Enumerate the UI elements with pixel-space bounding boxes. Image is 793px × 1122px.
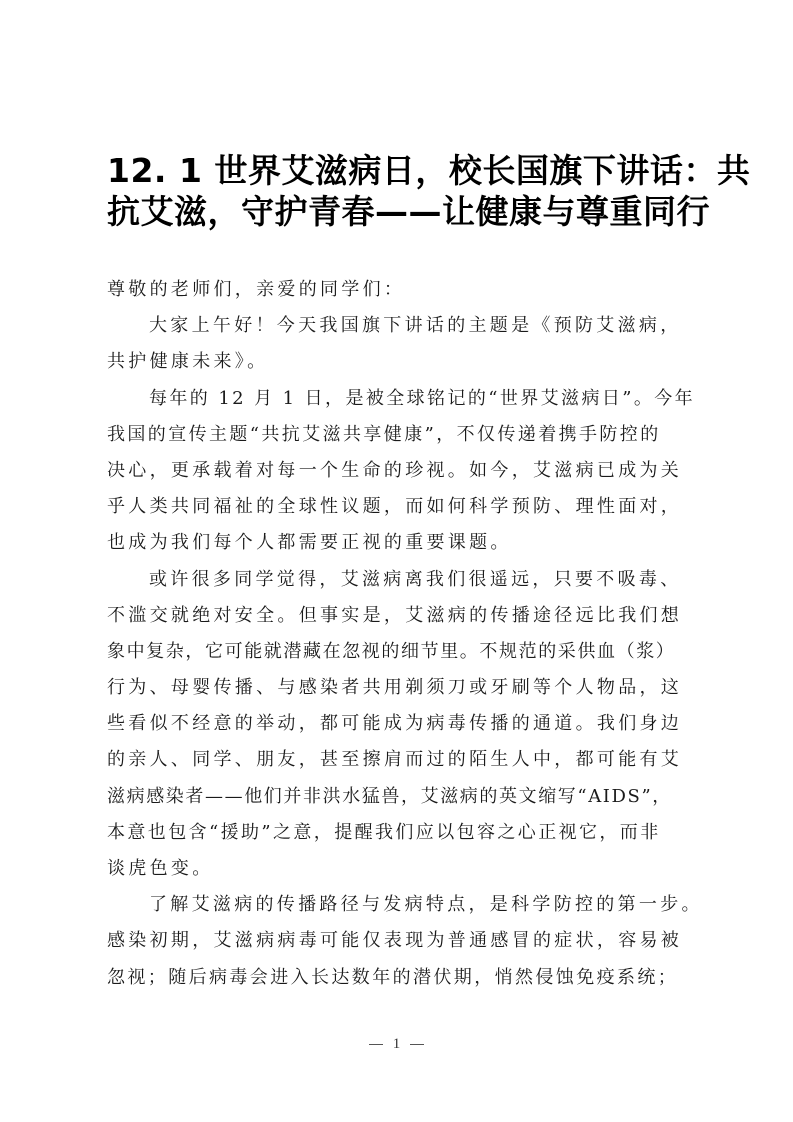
- paragraph-4-line: 了解艾滋病的传播路径与发病特点，是科学防控的第一步。: [149, 894, 703, 916]
- document-title: [107, 150, 751, 232]
- paragraph-3-line: 本意也包含“援助”之意，提醒我们应以包容之心正视它，而非: [107, 821, 661, 843]
- paragraph-3-line: 些看似不经意的举动，都可能成为病毒传播的通道。我们身边: [107, 713, 683, 735]
- paragraph-2-line: 每年的 12 月 1 日，是被全球铭记的“世界艾滋病日”。今年: [149, 387, 696, 409]
- paragraph-3-line: 不滥交就绝对安全。但事实是，艾滋病的传播途径远比我们想: [107, 604, 683, 626]
- paragraph-3-line: 的亲人、同学、朋友，甚至擦肩而过的陌生人中，都可能有艾: [107, 749, 683, 771]
- paragraph-2-line: 我国的宣传主题“共抗艾滋共享健康”，不仅传递着携手防控的: [107, 423, 661, 445]
- speech-body: [107, 272, 703, 996]
- paragraph-2-line: 乎人类共同福祉的全球性议题，而如何科学预防、理性面对，: [107, 496, 683, 518]
- paragraph-1-line: 共护健康未来》。: [107, 351, 269, 373]
- title-line-1: 12. 1 世界艾滋病日，校长国旗下讲话：共: [107, 151, 751, 190]
- paragraph-3-line: 行为、母婴传播、与感染者共用剃须刀或牙刷等个人物品，这: [107, 677, 683, 699]
- footer-dash-right: [410, 1044, 424, 1045]
- paragraph-4-line: 忽视；随后病毒会进入长达数年的潜伏期，悄然侵蚀免疫系统；: [107, 966, 679, 988]
- paragraph-3-line: 谈虎色变。: [107, 858, 214, 879]
- salutation: 尊敬的老师们，亲爱的同学们：: [107, 279, 406, 300]
- paragraph-2-line: 也成为我们每个人都需要正视的重要课题。: [107, 532, 512, 554]
- paragraph-2-line: 决心，更承载着对每一个生命的珍视。如今，艾滋病已成为关: [107, 459, 683, 481]
- page-number: 1: [392, 1036, 401, 1052]
- paragraph-3-line: 象中复杂，它可能就潜藏在忽视的细节里。不规范的采供血（浆）: [107, 640, 676, 662]
- paragraph-3-line: 或许很多同学觉得，艾滋病离我们很遥远，只要不吸毒、: [149, 568, 682, 590]
- footer-dash-left: [369, 1044, 383, 1045]
- paragraph-4-line: 感染初期，艾滋病病毒可能仅表现为普通感冒的症状，容易被: [107, 930, 683, 952]
- paragraph-1-line: 大家上午好！今天我国旗下讲话的主题是《预防艾滋病，: [149, 315, 682, 337]
- paragraph-3-line: 滋病感染者——他们并非洪水猛兽，艾滋病的英文缩写“AIDS”，: [107, 785, 672, 807]
- title-line-2: 抗艾滋，守护青春——让健康与尊重同行: [107, 192, 710, 231]
- page-footer: [0, 1036, 793, 1053]
